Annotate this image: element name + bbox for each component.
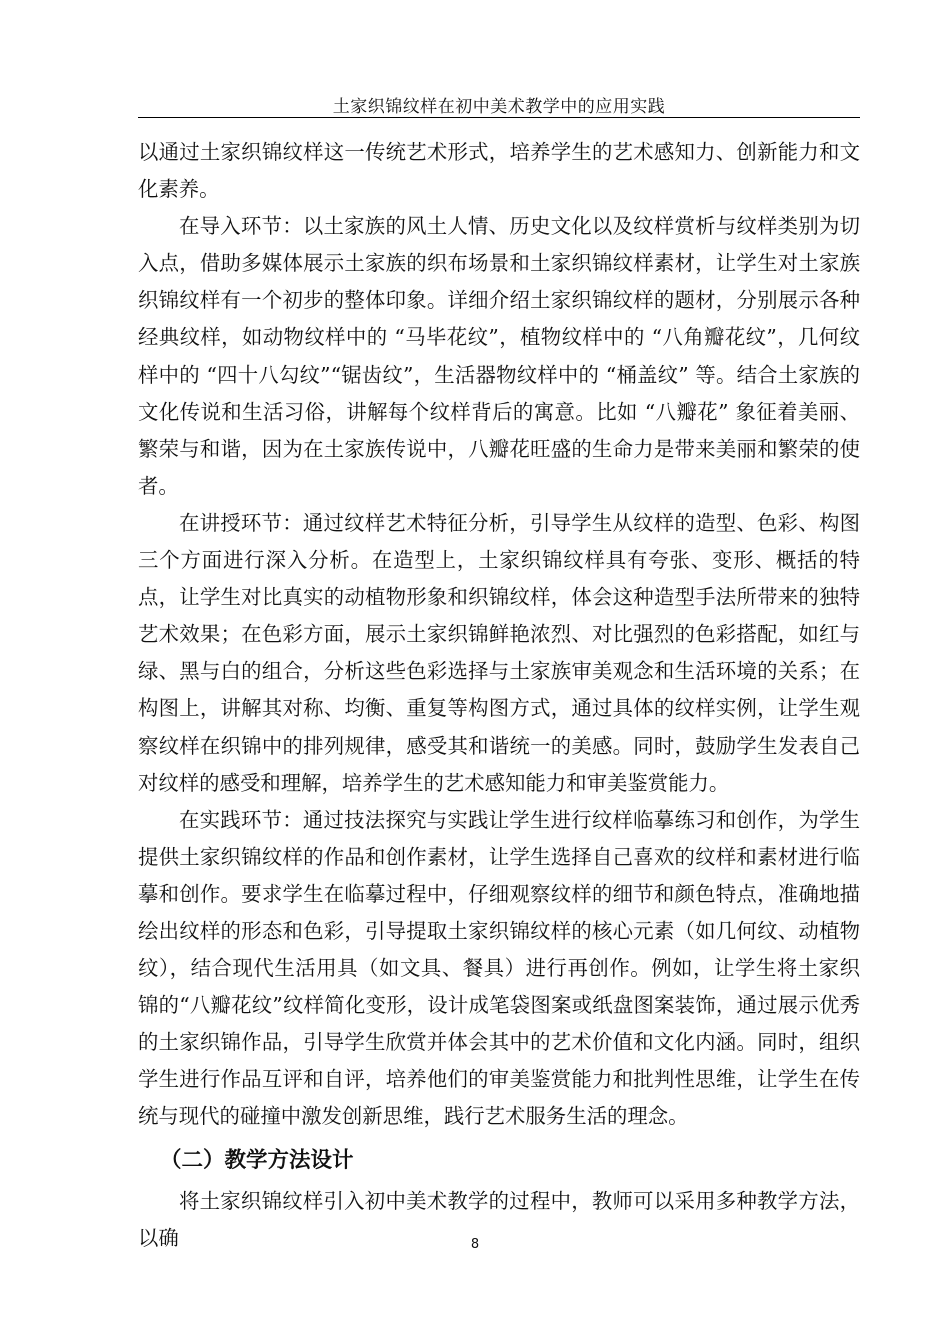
body-text xyxy=(138,134,860,1257)
paragraph-intro-stage: 在导入环节：以土家族的风土人情、历史文化以及纹样赏析与纹样类别为切入点，借助多媒体展示土家族的织布场景和土家织锦纹样素材，让学生对土家族织锦纹样有一个初步的整体印象。详细介绍土家织锦纹样的题材，分别展示各种经典纹样，如动物纹样中的 “马毕花纹”，植物纹样中的 “八角瓣花纹”，几何纹样中的 “四十八勾纹”“锯齿纹”，生活器物纹样中的 “桶盖纹” 等。结合土家族的文化传说和生活习俗，讲解每个纹样背后的寓意。比如 “八瓣花” 象征着美丽、繁荣与和谐，因为在土家族传说中，八瓣花旺盛的生命力是带来美丽和繁荣的使者。 xyxy=(138,214,860,498)
paragraph-method-intro: 将土家织锦纹样引入初中美术教学的过程中，教师可以采用多种教学方法，以确 xyxy=(138,1188,860,1250)
header-divider xyxy=(138,117,860,118)
paragraph-continuation: 以通过土家织锦纹样这一传统艺术形式，培养学生的艺术感知力、创新能力和文化素养。 xyxy=(138,140,860,202)
running-header: 土家织锦纹样在初中美术教学中的应用实践 xyxy=(332,97,666,117)
page-number: 8 xyxy=(470,1237,480,1252)
section-heading: （二）教学方法设计 xyxy=(160,1147,354,1173)
paragraph-practice-stage: 在实践环节：通过技法探究与实践让学生进行纹样临摹练习和创作，为学生提供土家织锦纹样的作品和创作素材，让学生选择自己喜欢的纹样和素材进行临摹和创作。要求学生在临摹过程中，仔细观察纹样的细节和颜色特点，准确地描绘出纹样的形态和色彩，引导提取土家织锦纹样的核心元素（如几何纹、动植物纹），结合现代生活用具（如文具、餐具）进行再创作。例如，让学生将土家织锦的“八瓣花纹”纹样简化变形，设计成笔袋图案或纸盘图案装饰，通过展示优秀的土家织锦作品，引导学生欣赏并体会其中的艺术价值和文化内涵。同时，组织学生进行作品互评和自评，培养他们的审美鉴赏能力和批判性思维，让学生在传统与现代的碰撞中激发创新思维，践行艺术服务生活的理念。 xyxy=(138,807,860,1129)
paragraph-lecture-stage: 在讲授环节：通过纹样艺术特征分析，引导学生从纹样的造型、色彩、构图三个方面进行深入分析。在造型上，土家织锦纹样具有夸张、变形、概括的特点，让学生对比真实的动植物形象和织锦纹样，体会这种造型手法所带来的独特艺术效果；在色彩方面，展示土家织锦鲜艳浓烈、对比强烈的色彩搭配，如红与绿、黑与白的组合，分析这些色彩选择与土家族审美观念和生活环境的关系；在构图上，讲解其对称、均衡、重复等构图方式，通过具体的纹样实例，让学生观察纹样在织锦中的排列规律，感受其和谐统一的美感。同时，鼓励学生发表自己对纹样的感受和理解，培养学生的艺术感知能力和审美鉴赏能力。 xyxy=(138,510,860,795)
